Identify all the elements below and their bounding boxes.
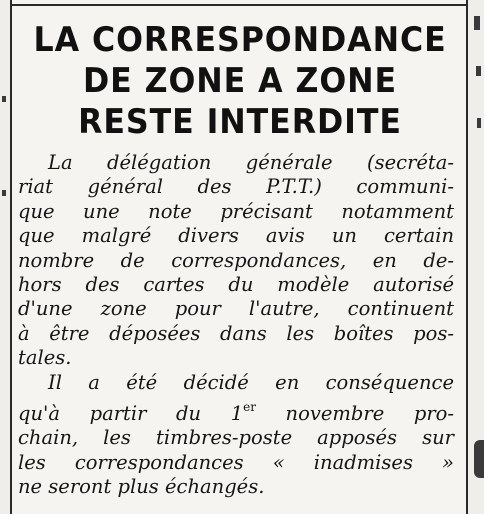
text-line: hors des cartes du modèle autorisé — [18, 273, 454, 297]
text-line: Il a été décidé en conséquence — [48, 370, 454, 394]
right-margin — [468, 0, 484, 514]
paragraph-1 — [18, 151, 462, 371]
text-line: chain, les timbres-poste apposés sur — [18, 426, 454, 450]
column-rule-top — [10, 4, 468, 6]
text-line: que une note précisant notamment — [18, 199, 454, 223]
article-body — [18, 151, 462, 500]
text-fragment: qu'à partir du 1 — [18, 402, 244, 426]
text-fragment: novembre pro- — [255, 402, 454, 426]
margin-speck — [476, 66, 481, 76]
text-line: que malgré divers avis un certain — [18, 224, 454, 248]
text-line: ne seront plus échangés. — [18, 475, 265, 499]
text-line: riat général des P.T.T.) communi- — [18, 175, 454, 199]
margin-speck — [474, 440, 484, 478]
margin-speck — [2, 190, 6, 196]
margin-speck — [2, 96, 6, 102]
left-margin — [0, 0, 10, 514]
text-line: à être déposées dans les boîtes pos- — [18, 321, 454, 345]
text-line: tales. — [18, 346, 72, 370]
article-headline — [34, 20, 447, 143]
superscript: er — [243, 400, 256, 415]
article — [18, 20, 462, 500]
headline-line-1: LA CORRESPONDANCE — [33, 20, 447, 60]
text-line — [18, 395, 462, 426]
margin-speck — [477, 118, 481, 128]
text-line: d'une zone pour l'autre, continuent — [18, 297, 454, 321]
paragraph-2 — [18, 371, 462, 500]
headline-line-2: DE ZONE A ZONE — [82, 61, 398, 101]
column-rule-left — [10, 0, 12, 514]
column-rule-right — [466, 0, 468, 514]
headline-line-3: RESTE INTERDITE — [78, 102, 402, 142]
margin-speck — [474, 16, 480, 30]
text-line: La délégation générale (secréta- — [48, 151, 454, 174]
text-line: les correspondances « inadmises » — [18, 450, 454, 474]
text-line: nombre de correspondances, en de- — [18, 248, 454, 272]
